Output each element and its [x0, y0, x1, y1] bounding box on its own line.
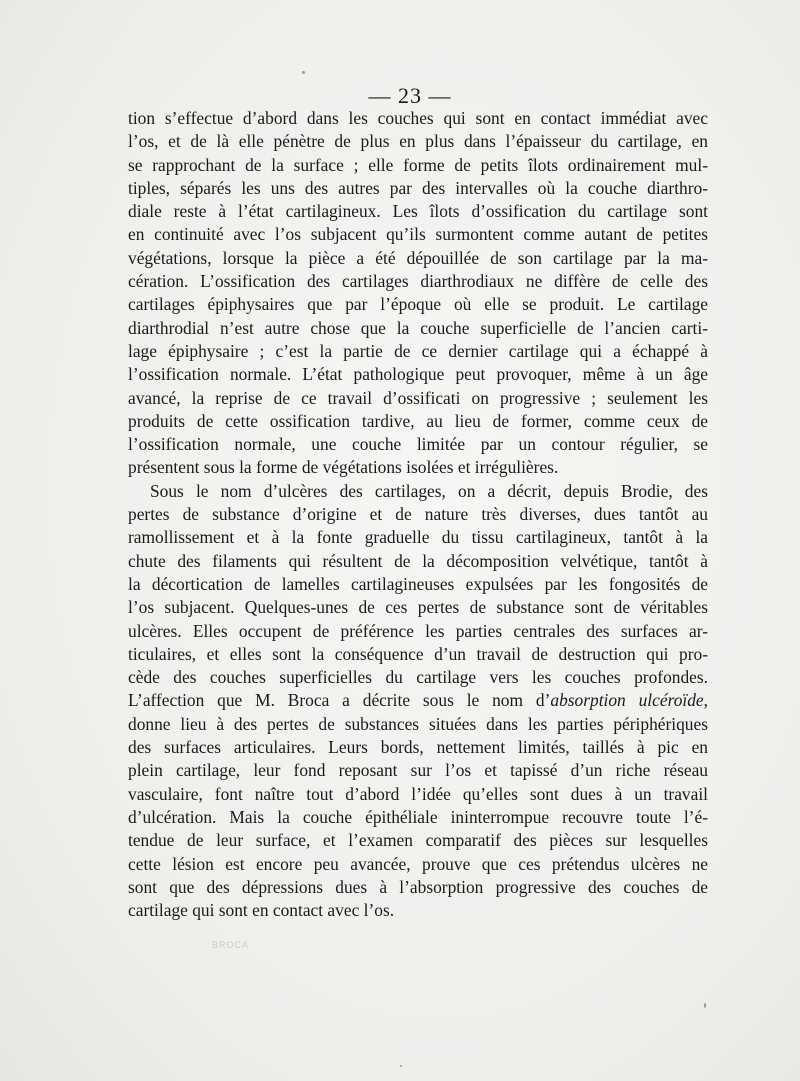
text-line-with-italic: L’affection que M. Broca a décrite sous le nom d’absorption ulcéroïde,: [128, 690, 708, 711]
paper-speck: [302, 71, 305, 74]
text-line: ticulaires, et elles sont la conséquence d’un travail de destruction qui pro-: [128, 643, 708, 664]
paragraph-start-line: Sous le nom d’ulcères des cartilages, on a décrit, depuis Brodie, des: [150, 480, 708, 501]
text-line: sont que des dépressions dues à l’absorption progressive des couches de: [128, 876, 708, 897]
page-number: — 23 —: [368, 83, 452, 108]
text-line: lage épiphysaire ; c’est la partie de ce dernier cartilage qui a échappé à: [128, 340, 708, 361]
text-line: en continuité avec l’os subjacent qu’ils surmontent comme autant de petites: [128, 224, 708, 245]
text-line: l’os, et de là elle pénètre de plus en plus dans l’épaisseur du cartilage, en: [128, 131, 708, 152]
text-line: plein cartilage, leur fond reposant sur l’os et tapissé d’un riche réseau: [128, 760, 708, 781]
text-line: tiples, séparés les uns des autres par des intervalles où la couche diarthro-: [128, 177, 708, 198]
bleed-through-text: BROCA: [212, 940, 250, 950]
paper-speck: [400, 1065, 402, 1067]
text-line: donne lieu à des pertes de substances situées dans les parties périphériques: [128, 713, 708, 734]
text-line: cède des couches superficielles du cartilage vers les couches profondes.: [128, 667, 708, 688]
paragraph-end-line: cartilage qui sont en contact avec l’os.: [128, 900, 395, 921]
text-line: cération. L’ossification des cartilages diarthrodiaux ne diffère de celle des: [128, 271, 708, 292]
text-line: chute des filaments qui résultent de la décomposition velvétique, tantôt à: [128, 550, 708, 571]
text-line: cette lésion est encore peu avancée, prouve que ces prétendus ulcères ne: [128, 853, 708, 874]
italic-term: absorption ulcéroïde: [550, 690, 704, 711]
text-line: pertes de substance d’origine et de nature très diverses, dues tantôt au: [128, 504, 708, 525]
text-line: cartilages épiphysaires que par l’époque où elle se produit. Le cartilage: [128, 294, 708, 315]
text-line: ramollissement et à la fonte graduelle du tissu cartilagineux, tantôt à la: [128, 527, 708, 548]
text-line: l’os subjacent. Quelques-unes de ces pertes de substance sont de véritables: [128, 597, 708, 618]
text-line: l’ossification normale, une couche limitée par un contour régulier, se: [128, 434, 708, 455]
text-line: végétations, lorsque la pièce a été dépouillée de son cartilage par la ma-: [128, 247, 708, 268]
body-text: [128, 107, 708, 922]
text-line: diale reste à l’état cartilagineux. Les îlots d’ossification du cartilage sont: [128, 201, 708, 222]
text-line: la décortication de lamelles cartilagineuses expulsées par les fongosités de: [128, 573, 708, 594]
text-line: l’ossification normale. L’état pathologique peut provoquer, même à un âge: [128, 364, 708, 385]
text-line: se rapprochant de la surface ; elle forme de petits îlots ordinairement mul-: [128, 154, 708, 175]
text-line: ulcères. Elles occupent de préférence les parties centrales des surfaces ar-: [128, 620, 708, 641]
paper-speck: [704, 1003, 706, 1008]
text-line: d’ulcération. Mais la couche épithéliale ininterrompue recouvre toute l’é-: [128, 806, 708, 827]
text-line: diarthrodial n’est autre chose que la couche superficielle de l’ancien carti-: [128, 317, 708, 338]
paragraph-end-line: présentent sous la forme de végétations isolées et irrégulières.: [128, 457, 559, 478]
text-line: tion s’effectue d’abord dans les couches qui sont en contact immédiat avec: [128, 108, 708, 128]
text-line: avancé, la reprise de ce travail d’ossificati on progressive ; seulement les: [128, 387, 708, 408]
text-line: tendue de leur surface, et l’examen comparatif des pièces sur lesquelles: [128, 830, 708, 851]
text-line: des surfaces articulaires. Leurs bords, nettement limités, taillés à pic en: [128, 737, 708, 758]
text-line: vasculaire, font naître tout d’abord l’idée qu’elles sont dues à un travail: [128, 783, 708, 804]
text-line: produits de cette ossification tardive, au lieu de former, comme ceux de: [128, 410, 708, 431]
